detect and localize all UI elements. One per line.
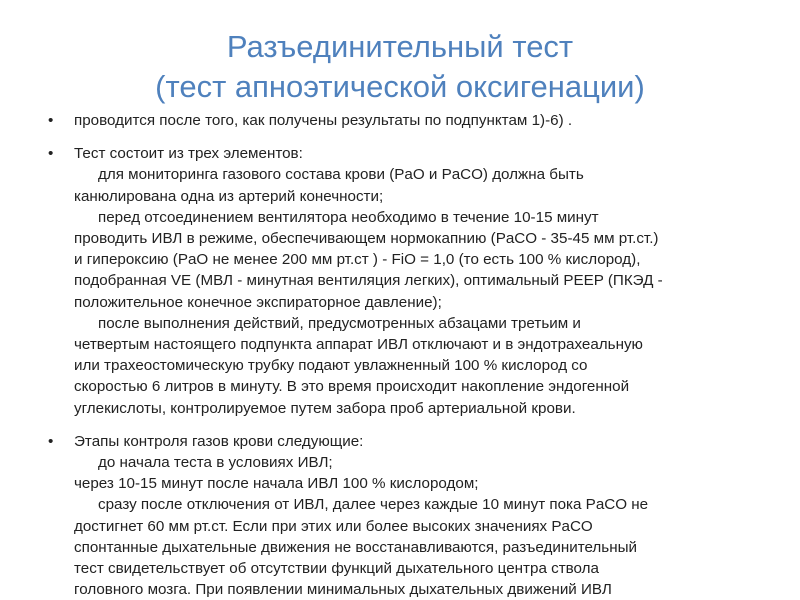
- paragraph-line: канюлирована одна из артерий конечности;: [74, 187, 384, 205]
- paragraph-line: для мониторинга газового состава крови (PaO и PaCO) должна быть: [98, 166, 584, 184]
- paragraph-line: проводить ИВЛ в режиме, обеспечивающем нормокапнию (PaCO - 35-45 мм рт.ст.): [74, 230, 659, 248]
- paragraph-line: положительное конечное экспираторное давление);: [74, 293, 442, 311]
- bullet-icon: •: [48, 145, 54, 163]
- title-line-2: (тест апноэтической оксигенации): [155, 69, 645, 104]
- paragraph-line: подобранная VE (МВЛ - минутная вентиляция легких), оптимальный PEEP (ПКЭД -: [74, 272, 663, 290]
- paragraph-line: углекислоты, контролируемое путем забора проб артериальной крови.: [74, 399, 576, 417]
- bullet-item-elements: [48, 143, 793, 419]
- bullet-text: проводится после того, как получены результаты по подпунктам 1)-6) .: [74, 112, 573, 129]
- paragraph-line: после выполнения действий, предусмотренных абзацами третьим и: [98, 314, 581, 332]
- bullet-item-stages: [48, 431, 793, 600]
- bullet-text: Этапы контроля газов крови следующие:: [74, 432, 364, 450]
- paragraph-line: достигнет 60 мм рт.ст. Если при этих или более высоких значениях PaCO: [74, 517, 593, 535]
- title-line-1: Разъединительный тест: [226, 29, 574, 64]
- slide-title: [0, 27, 800, 107]
- bullet-icon: •: [48, 112, 54, 129]
- paragraph-line: перед отсоединением вентилятора необходимо в течение 10-15 минут: [98, 208, 599, 226]
- paragraph-line: четвертым настоящего подпункта аппарат ИВЛ отключают и в эндотрахеальную: [74, 336, 643, 354]
- bullet-text: Тест состоит из трех элементов:: [74, 145, 303, 163]
- paragraph-line: головного мозга. При появлении минимальных дыхательных движений ИВЛ: [74, 581, 612, 599]
- paragraph-line: через 10-15 минут после начала ИВЛ 100 % кислородом;: [74, 475, 479, 493]
- paragraph-line: до начала теста в условиях ИВЛ;: [98, 454, 333, 472]
- paragraph-line: и гипероксию (PaO не менее 200 мм рт.ст ) - FiO = 1,0 (то есть 100 % кислород),: [74, 251, 641, 269]
- slide-body: [48, 110, 793, 600]
- paragraph-line: или трахеостомическую трубку подают увлажненный 100 % кислород со: [74, 357, 588, 375]
- paragraph-line: скоростью 6 литров в минуту. В это время происходит накопление эндогенной: [74, 378, 630, 396]
- paragraph-line: сразу после отключения от ИВЛ, далее через каждые 10 минут пока PaCO не: [98, 496, 649, 514]
- paragraph-line: тест свидетельствует об отсутствии функций дыхательного центра ствола: [74, 560, 599, 578]
- bullet-icon: •: [48, 432, 54, 450]
- bullet-item-conditions: [48, 110, 793, 131]
- paragraph-line: спонтанные дыхательные движения не восстанавливаются, разъединительный: [74, 538, 637, 556]
